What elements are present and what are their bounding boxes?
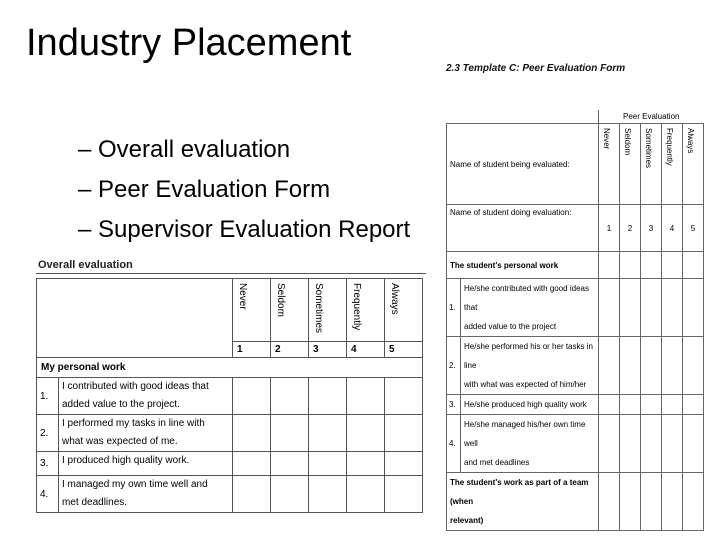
peer-evaluation-header: Peer Evaluation	[623, 112, 680, 121]
item-text	[59, 476, 233, 513]
item-text	[59, 415, 233, 452]
item-index: 4.	[447, 415, 461, 473]
number-1: 1	[599, 205, 620, 252]
item-line: met deadlines.	[62, 497, 128, 508]
column-always: Always	[389, 283, 400, 315]
section-row	[37, 358, 423, 378]
item-line: I produced high quality work.	[62, 455, 190, 466]
peer-form-caption: 2.3 Template C: Peer Evaluation Form	[446, 63, 626, 74]
item-line: I managed my own time well and	[62, 479, 208, 490]
bullet-overall-evaluation: – Overall evaluation	[78, 136, 291, 163]
number-1: 1	[233, 342, 271, 358]
heading-divider	[36, 273, 426, 274]
item-line: I performed my tasks in line with	[62, 418, 205, 429]
number-5: 5	[683, 205, 704, 252]
student-evaluated-label: Name of student being evaluated:	[447, 124, 599, 205]
column-frequently: Frequently	[665, 128, 674, 166]
item-text	[461, 395, 599, 415]
number-4: 4	[347, 342, 385, 358]
item-line: what was expected of me.	[62, 436, 178, 447]
table-row	[447, 337, 704, 395]
header-blank-cell	[37, 279, 233, 358]
item-text	[461, 337, 599, 395]
item-line: He/she produced high quality work	[464, 400, 587, 409]
overall-evaluation-table	[36, 278, 423, 513]
table-row	[37, 452, 423, 476]
peer-evaluation-image	[446, 110, 706, 525]
item-line: I contributed with good ideas that	[62, 381, 209, 392]
number-3: 3	[641, 205, 662, 252]
item-text	[461, 279, 599, 337]
peer-team-section-row	[447, 473, 704, 531]
column-seldom: Seldom	[623, 128, 632, 156]
overall-evaluation-heading: Overall evaluation	[38, 259, 133, 271]
peer-header-row	[447, 110, 704, 124]
number-4: 4	[662, 205, 683, 252]
item-line: added value to the project.	[62, 399, 180, 410]
section-team-line: relevant)	[450, 516, 484, 525]
student-evaluator-label: Name of student doing evaluation:	[447, 205, 599, 252]
item-text	[461, 415, 599, 473]
item-text	[59, 452, 233, 476]
section-personal-work: The student's personal work	[447, 252, 599, 279]
item-index: 1.	[37, 378, 59, 415]
item-line: He/she managed his/her own time well	[464, 420, 586, 448]
peer-evaluation-table	[446, 110, 704, 531]
item-index: 2.	[447, 337, 461, 395]
peer-evaluated-row	[447, 124, 704, 205]
table-row	[37, 415, 423, 452]
item-index: 3.	[37, 452, 59, 476]
item-line: He/she contributed with good ideas that	[464, 284, 589, 312]
number-5: 5	[385, 342, 423, 358]
item-line: He/she performed his or her tasks in line	[464, 342, 593, 370]
column-frequently: Frequently	[351, 283, 362, 331]
number-3: 3	[309, 342, 347, 358]
column-never: Never	[602, 128, 611, 150]
table-row	[37, 378, 423, 415]
column-never: Never	[237, 283, 248, 310]
peer-section-row	[447, 252, 704, 279]
item-line: and met deadlines	[464, 458, 530, 467]
bullet-supervisor-evaluation-report: – Supervisor Evaluation Report	[78, 216, 411, 243]
item-line: with what was expected of him/her	[464, 380, 587, 389]
table-row	[447, 279, 704, 337]
item-line: added value to the project	[464, 322, 557, 331]
column-sometimes: Sometimes	[313, 283, 324, 334]
table-row	[447, 415, 704, 473]
column-seldom: Seldom	[275, 283, 286, 317]
table-header-row	[37, 279, 423, 342]
column-always: Always	[686, 128, 695, 154]
item-text	[59, 378, 233, 415]
item-index: 3.	[447, 395, 461, 415]
table-row	[37, 476, 423, 513]
number-2: 2	[271, 342, 309, 358]
section-team-work	[447, 473, 599, 531]
overall-evaluation-image	[36, 258, 426, 524]
section-team-line: The student's work as part of a team (when	[450, 478, 589, 506]
table-row	[447, 395, 704, 415]
number-2: 2	[620, 205, 641, 252]
column-sometimes: Sometimes	[644, 128, 653, 169]
slide-title: Industry Placement	[26, 22, 352, 64]
bullet-list	[78, 130, 410, 250]
item-index: 1.	[447, 279, 461, 337]
item-index: 4.	[37, 476, 59, 513]
section-my-personal-work: My personal work	[37, 358, 423, 378]
peer-evaluator-row	[447, 205, 704, 252]
bullet-peer-evaluation-form: – Peer Evaluation Form	[78, 176, 331, 203]
item-index: 2.	[37, 415, 59, 452]
